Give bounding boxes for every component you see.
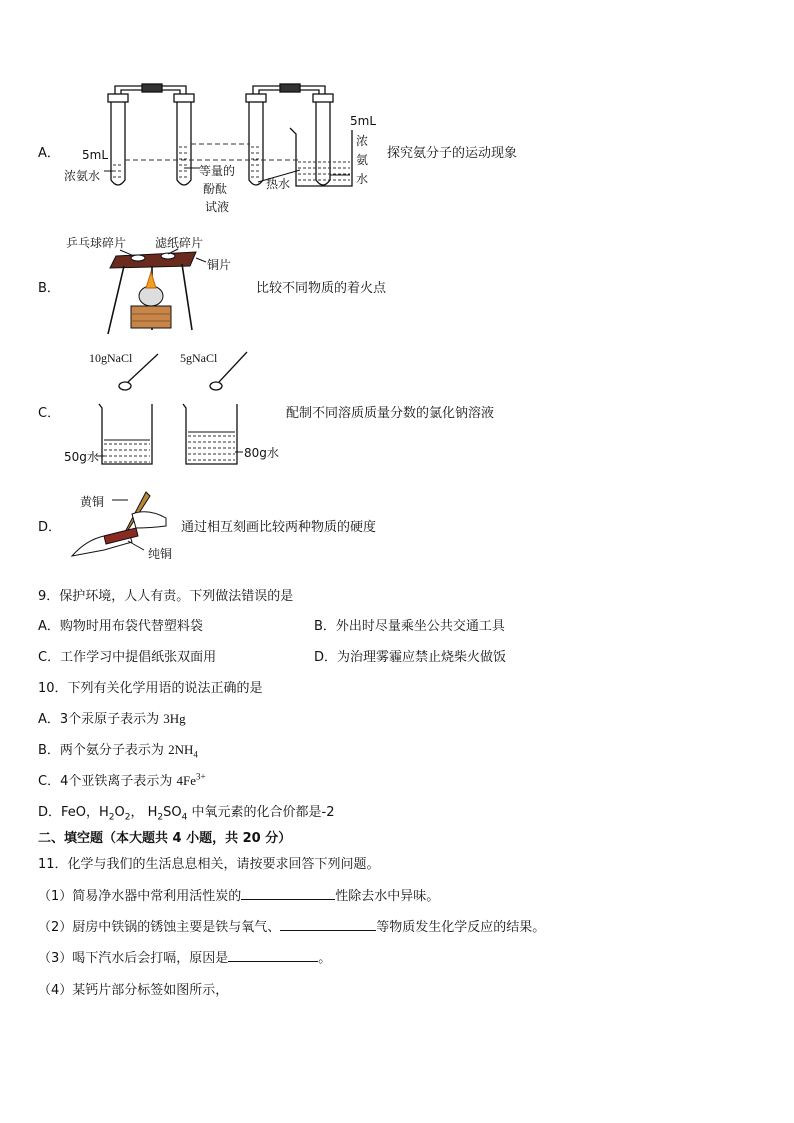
q11-part-2: （2）厨房中铁锅的锈蚀主要是铁与氧气、 等物质发生化学反应的结果。 xyxy=(38,920,546,935)
q11-part-1: （1）简易净水器中常利用活性炭的 性除去水中异味。 xyxy=(38,889,440,904)
q9-option-a: A．购物时用布袋代替塑料袋 xyxy=(38,619,203,634)
q10-option-b: B．两个氨分子表示为 $2NH_4$ xyxy=(38,742,198,760)
label-equal-amount: 等量的 xyxy=(199,164,236,178)
label-right-1: 浓 xyxy=(356,134,369,148)
label-brass: 黄铜 xyxy=(80,495,105,509)
q9-option-b: B．外出时尽量乘坐公共交通工具 xyxy=(314,619,505,634)
option-c-letter: C． xyxy=(38,406,61,421)
label-phenolphthalein: 酚酞 xyxy=(203,182,228,196)
option-d-letter: D． xyxy=(38,520,62,535)
option-a-letter: A． xyxy=(38,146,60,161)
label-right-2: 氨 xyxy=(356,153,369,167)
hardness-scratch-illustration xyxy=(0,0,794,560)
label-right-3: 水 xyxy=(356,172,369,186)
question-9-stem: 9．保护环境，人人有责。下列做法错误的是 xyxy=(38,589,294,604)
option-d-description: 通过相互刻画比较两种物质的硬度 xyxy=(181,520,377,535)
option-b-description: 比较不同物质的着火点 xyxy=(256,281,387,296)
question-10-stem: 10．下列有关化学用语的说法正确的是 xyxy=(38,681,263,696)
question-11-stem: 11．化学与我们的生活息息相关，请按要求回答下列问题。 xyxy=(38,857,380,872)
q9-option-c: C．工作学习中提倡纸张双面用 xyxy=(38,650,217,665)
label-5g-nacl: 5gNaCl xyxy=(180,351,218,365)
q10-option-a: A．3个汞原子表示为 3Hg xyxy=(38,711,186,727)
label-50g-water: 50g水 xyxy=(64,450,99,464)
label-filter-paper-fragments: 滤纸碎片 xyxy=(155,236,204,250)
q11-part-3: （3）喝下汽水后会打嗝，原因是 。 xyxy=(38,951,332,966)
label-conc-ammonia-left: 浓氨水 xyxy=(64,169,101,183)
label-pure-copper: 纯铜 xyxy=(148,547,173,561)
option-a-description: 探究氨分子的运动现象 xyxy=(387,146,518,161)
q11-part-4: （4）某钙片部分标签如图所示， xyxy=(38,983,229,998)
label-5ml-left: 5mL xyxy=(82,148,109,162)
q10-option-c: C．4个亚铁离子表示为 $4Fe^{3+}$ xyxy=(38,771,206,789)
answer-blank-2[interactable] xyxy=(280,918,376,931)
label-5ml-right: 5mL xyxy=(350,114,377,128)
label-pingpong-fragments: 乒乓球碎片 xyxy=(66,236,127,250)
option-b-letter: B． xyxy=(38,281,60,296)
label-copper-sheet: 铜片 xyxy=(207,258,232,272)
label-solution: 试液 xyxy=(205,200,230,214)
label-80g-water: 80g水 xyxy=(244,446,279,460)
answer-blank-3[interactable] xyxy=(228,949,318,962)
q9-option-d: D．为治理雾霾应禁止烧柴火做饭 xyxy=(314,650,507,665)
q10-option-d: D．FeO，$H_2O_2$， $H_2SO_4$ 中氧元素的化合价都是-2 xyxy=(38,805,335,823)
option-c-description: 配制不同溶质质量分数的氯化钠溶液 xyxy=(286,406,495,421)
answer-blank-1[interactable] xyxy=(241,887,335,900)
label-10g-nacl: 10gNaCl xyxy=(89,351,133,365)
section-2-title: 二、填空题（本大题共 4 小题，共 20 分） xyxy=(38,831,292,846)
label-hot-water: 热水 xyxy=(266,177,291,191)
